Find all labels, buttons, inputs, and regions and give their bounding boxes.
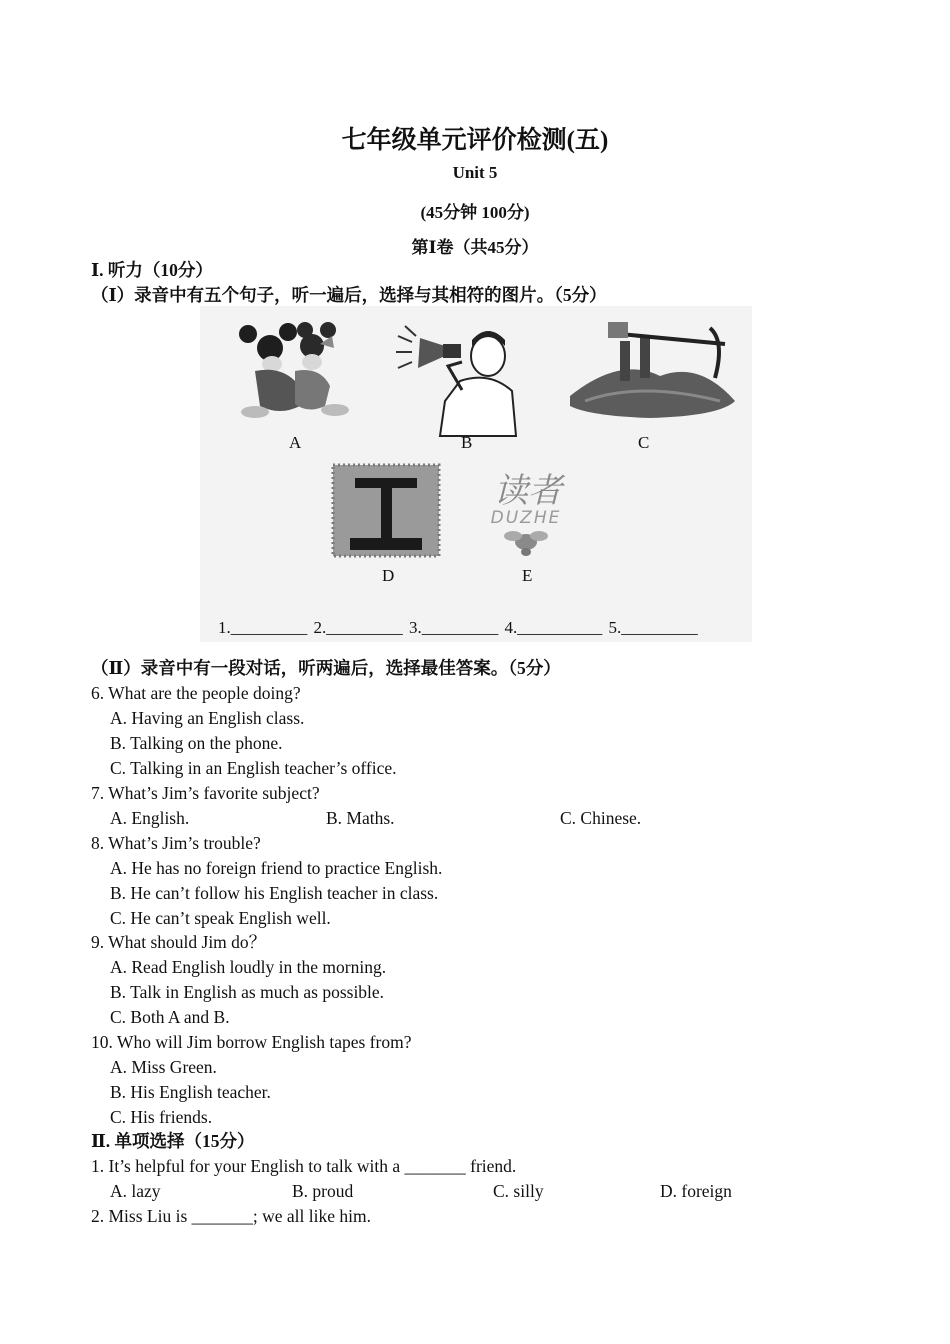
logo-chinese-text: 读者: [494, 471, 562, 511]
question-10: 10. Who will Jim borrow English tapes from?: [91, 1032, 412, 1052]
q8-option-c: C. He can’t speak English well.: [110, 908, 331, 928]
q9-option-a: A. Read English loudly in the morning.: [110, 957, 387, 977]
volume-label: 第Ⅰ卷（共45分）: [411, 238, 539, 257]
picture-d-gong-character: [333, 465, 439, 556]
q7-option-a: A. English.: [110, 808, 190, 828]
q6-option-c: C. Talking in an English teacher’s office.: [110, 758, 397, 778]
s2-q1-option-a: A. lazy: [110, 1181, 161, 1201]
s2-question-2: 2. Miss Liu is _______; we all like him.: [91, 1206, 371, 1226]
part1-heading: （Ⅰ）录音中有五个句子，听一遍后，选择与其相符的图片。（5分）: [91, 285, 607, 305]
answer-blanks: 1._________ 2._________ 3._________ 4.__________ 5._________: [218, 618, 698, 637]
picture-label-c: C: [638, 433, 650, 452]
s2-q1-option-d: D. foreign: [660, 1181, 732, 1201]
picture-label-d: D: [382, 566, 395, 585]
part2-heading: （Ⅱ）录音中有一段对话，听两遍后，选择最佳答案。（5分）: [91, 658, 561, 678]
question-6: 6. What are the people doing?: [91, 683, 301, 703]
q7-option-b: B. Maths.: [326, 808, 395, 828]
q10-option-a: A. Miss Green.: [110, 1057, 217, 1077]
page-title: 七年级单元评价检测(五): [341, 127, 609, 154]
question-8: 8. What’s Jim’s trouble?: [91, 833, 261, 853]
section1-heading: Ⅰ. 听力（10分）: [91, 260, 213, 280]
picture-label-a: A: [289, 433, 302, 452]
s2-q1-option-b: B. proud: [292, 1181, 354, 1201]
q6-option-b: B. Talking on the phone.: [110, 733, 283, 753]
section2-heading: Ⅱ. 单项选择（15分）: [91, 1131, 255, 1151]
q10-option-c: C. His friends.: [110, 1107, 213, 1127]
q10-option-b: B. His English teacher.: [110, 1082, 271, 1102]
s2-q1-option-c: C. silly: [493, 1181, 544, 1201]
q9-option-b: B. Talk in English as much as possible.: [110, 982, 385, 1002]
listening-picture-figure: [200, 306, 752, 642]
picture-label-e: E: [522, 566, 533, 585]
figure-illustrations: [200, 306, 752, 642]
q7-option-c: C. Chinese.: [560, 808, 642, 828]
time-score: (45分钟 100分): [420, 203, 530, 222]
unit-label: Unit 5: [452, 163, 498, 182]
q8-option-a: A. He has no foreign friend to practice English.: [110, 858, 443, 878]
question-7: 7. What’s Jim’s favorite subject?: [91, 783, 320, 803]
q9-option-c: C. Both A and B.: [110, 1007, 230, 1027]
question-9: 9. What should Jim do？: [91, 932, 267, 952]
s2-question-1: 1. It’s helpful for your English to talk with a _______ friend.: [91, 1156, 517, 1176]
logo-latin-text: DUZHE: [490, 508, 562, 528]
q6-option-a: A. Having an English class.: [110, 708, 305, 728]
picture-label-b: B: [461, 433, 473, 452]
q8-option-b: B. He can’t follow his English teacher in class.: [110, 883, 439, 903]
